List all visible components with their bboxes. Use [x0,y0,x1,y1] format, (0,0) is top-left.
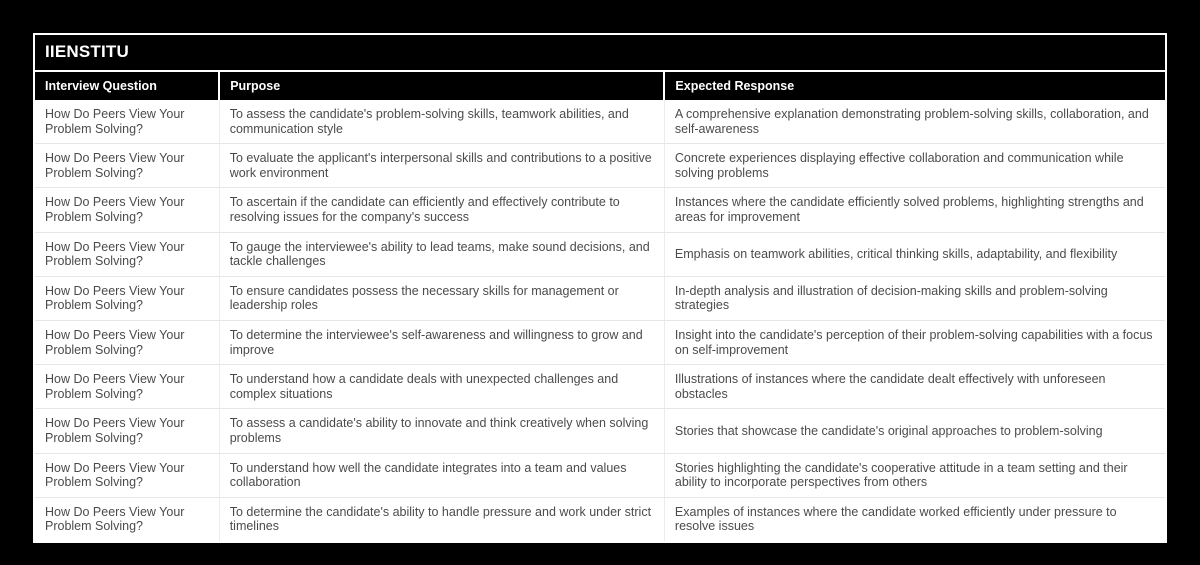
header-purpose: Purpose [219,72,664,100]
cell-expected-response: Concrete experiences displaying effective collaboration and communication while solving problems [664,144,1165,188]
cell-purpose: To determine the interviewee's self-awareness and willingness to grow and improve [219,320,664,364]
header-expected-response: Expected Response [664,72,1165,100]
cell-purpose: To gauge the interviewee's ability to lead teams, make sound decisions, and tackle challenges [219,232,664,276]
cell-expected-response: Stories that showcase the candidate's original approaches to problem-solving [664,409,1165,453]
cell-expected-response: Examples of instances where the candidate worked efficiently under pressure to resolve issues [664,497,1165,541]
cell-expected-response: A comprehensive explanation demonstrating problem-solving skills, collaboration, and self-awareness [664,100,1165,144]
cell-purpose: To understand how well the candidate integrates into a team and values collaboration [219,453,664,497]
cell-expected-response: Stories highlighting the candidate's cooperative attitude in a team setting and their ability to incorporate perspectives from others [664,453,1165,497]
interview-questions-table [35,72,1165,541]
cell-purpose: To assess a candidate's ability to innovate and think creatively when solving problems [219,409,664,453]
table-row [35,409,1165,453]
panel-title: IIENSTITU [35,35,1165,72]
table-row [35,497,1165,541]
cell-interview-question: How Do Peers View Your Problem Solving? [35,188,219,232]
cell-expected-response: In-depth analysis and illustration of decision-making skills and problem-solving strategies [664,276,1165,320]
cell-interview-question: How Do Peers View Your Problem Solving? [35,276,219,320]
cell-purpose: To evaluate the applicant's interpersonal skills and contributions to a positive work environment [219,144,664,188]
cell-interview-question: How Do Peers View Your Problem Solving? [35,453,219,497]
cell-purpose: To determine the candidate's ability to handle pressure and work under strict timelines [219,497,664,541]
cell-interview-question: How Do Peers View Your Problem Solving? [35,144,219,188]
table-body [35,100,1165,541]
cell-expected-response: Illustrations of instances where the candidate dealt effectively with unforeseen obstacles [664,365,1165,409]
header-row [35,72,1165,100]
cell-interview-question: How Do Peers View Your Problem Solving? [35,409,219,453]
cell-interview-question: How Do Peers View Your Problem Solving? [35,320,219,364]
table-row [35,365,1165,409]
cell-purpose: To ensure candidates possess the necessary skills for management or leadership roles [219,276,664,320]
cell-interview-question: How Do Peers View Your Problem Solving? [35,232,219,276]
table-row [35,232,1165,276]
cell-expected-response: Emphasis on teamwork abilities, critical thinking skills, adaptability, and flexibility [664,232,1165,276]
table-row [35,144,1165,188]
cell-interview-question: How Do Peers View Your Problem Solving? [35,365,219,409]
cell-interview-question: How Do Peers View Your Problem Solving? [35,497,219,541]
cell-purpose: To understand how a candidate deals with unexpected challenges and complex situations [219,365,664,409]
cell-expected-response: Insight into the candidate's perception of their problem-solving capabilities with a focus on self-improvement [664,320,1165,364]
table-row [35,453,1165,497]
cell-expected-response: Instances where the candidate efficiently solved problems, highlighting strengths and areas for improvement [664,188,1165,232]
header-interview-question: Interview Question [35,72,219,100]
table-row [35,100,1165,144]
cell-purpose: To ascertain if the candidate can efficiently and effectively contribute to resolving issues for the company's success [219,188,664,232]
table-row [35,320,1165,364]
cell-purpose: To assess the candidate's problem-solving skills, teamwork abilities, and communication style [219,100,664,144]
table-header [35,72,1165,100]
table-row [35,188,1165,232]
table-row [35,276,1165,320]
cell-interview-question: How Do Peers View Your Problem Solving? [35,100,219,144]
interview-table-panel [33,33,1167,543]
